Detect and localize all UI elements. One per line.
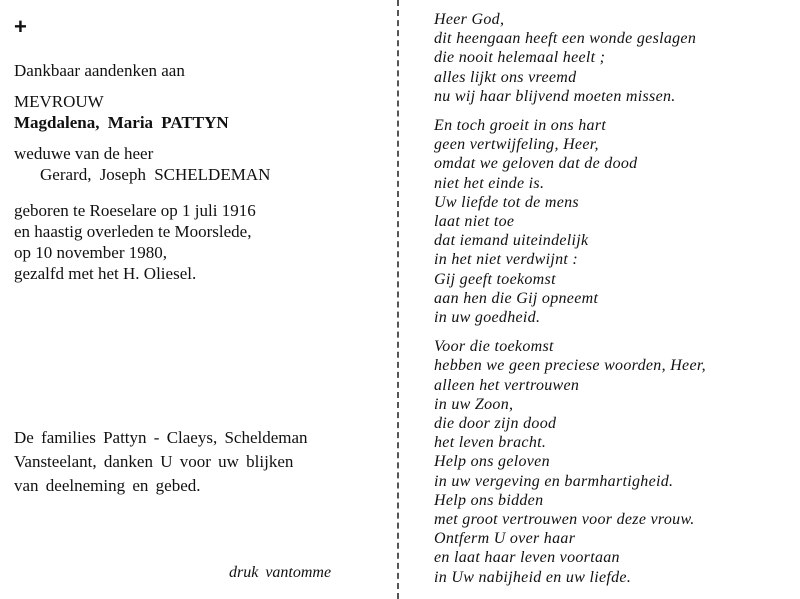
widow-of-text: weduwe van de heer <box>14 144 154 163</box>
poem-line: dit heengaan heeft een wonde geslagen <box>434 30 697 48</box>
poem-line: met groot vertrouwen voor deze vrouw. <box>434 511 695 529</box>
poem-line: Heer God, <box>434 11 505 28</box>
poem-line: alleen het vertrouwen <box>434 376 580 394</box>
poem-line: niet het einde is. <box>434 174 545 192</box>
poem-line: Help ons bidden <box>434 491 544 509</box>
poem-line: alles lijkt ons vreemd <box>434 68 577 86</box>
poem-line: in uw Zoon, <box>434 395 514 413</box>
poem-line: Gij geeft toekomst <box>434 270 556 288</box>
poem-line: Voor die toekomst <box>434 338 554 356</box>
poem-line: dat iemand uiteindelijk <box>434 232 589 250</box>
thanks-block <box>14 426 389 498</box>
intro-text: Dankbaar aandenken aan <box>14 61 185 80</box>
poem-line: nu wij haar blijvend moeten missen. <box>434 87 676 105</box>
deceased-name: Magdalena, Maria PATTYN <box>14 113 229 132</box>
fold-divider <box>397 0 399 599</box>
poem-line: Uw liefde tot de mens <box>434 193 579 211</box>
husband-name: Gerard, Joseph SCHELDEMAN <box>40 165 271 184</box>
birth-death-line: geboren te Roeselare op 1 juli 1916 <box>14 201 256 220</box>
poem-line: En toch groeit in ons hart <box>434 117 607 135</box>
poem-line: in het niet verdwijnt : <box>434 251 579 269</box>
thanks-line: van deelneming en gebed. <box>14 476 201 495</box>
poem-line: het leven bracht. <box>434 434 547 452</box>
poem-line: in uw vergeving en barmhartigheid. <box>434 472 674 490</box>
poem-stanza <box>434 337 794 587</box>
poem-stanza <box>434 10 794 106</box>
poem-line: die nooit helemaal heelt ; <box>434 49 606 67</box>
printer-credit: druk vantomme <box>229 564 332 581</box>
poem-line: in Uw nabijheid en uw liefde. <box>434 568 632 586</box>
poem-line: die door zijn dood <box>434 415 557 433</box>
cross-icon: + <box>14 14 27 39</box>
birth-death-line: gezalfd met het H. Oliesel. <box>14 264 197 283</box>
thanks-line: De families Pattyn - Claeys, Scheldeman <box>14 428 308 447</box>
birth-death-line: op 10 november 1980, <box>14 243 167 262</box>
birth-death-line: en haastig overleden te Moorslede, <box>14 222 252 241</box>
poem-line: in uw goedheid. <box>434 309 541 327</box>
thanks-line: Vansteelant, danken U voor uw blijken <box>14 452 294 471</box>
poem-line: Ontferm U over haar <box>434 530 576 548</box>
title-text: MEVROUW <box>14 92 104 111</box>
poem-line: geen vertwijfeling, Heer, <box>434 136 599 154</box>
poem-line: en laat haar leven voortaan <box>434 549 620 567</box>
poem-panel <box>434 10 794 587</box>
left-panel <box>14 60 384 284</box>
birth-death-block <box>14 200 384 284</box>
poem-line: aan hen die Gij opneemt <box>434 289 599 307</box>
poem-line: laat niet toe <box>434 213 515 231</box>
poem-line: omdat we geloven dat de dood <box>434 155 638 173</box>
poem-stanza <box>434 116 794 327</box>
poem-line: hebben we geen preciese woorden, Heer, <box>434 357 706 375</box>
poem-line: Help ons geloven <box>434 453 550 471</box>
